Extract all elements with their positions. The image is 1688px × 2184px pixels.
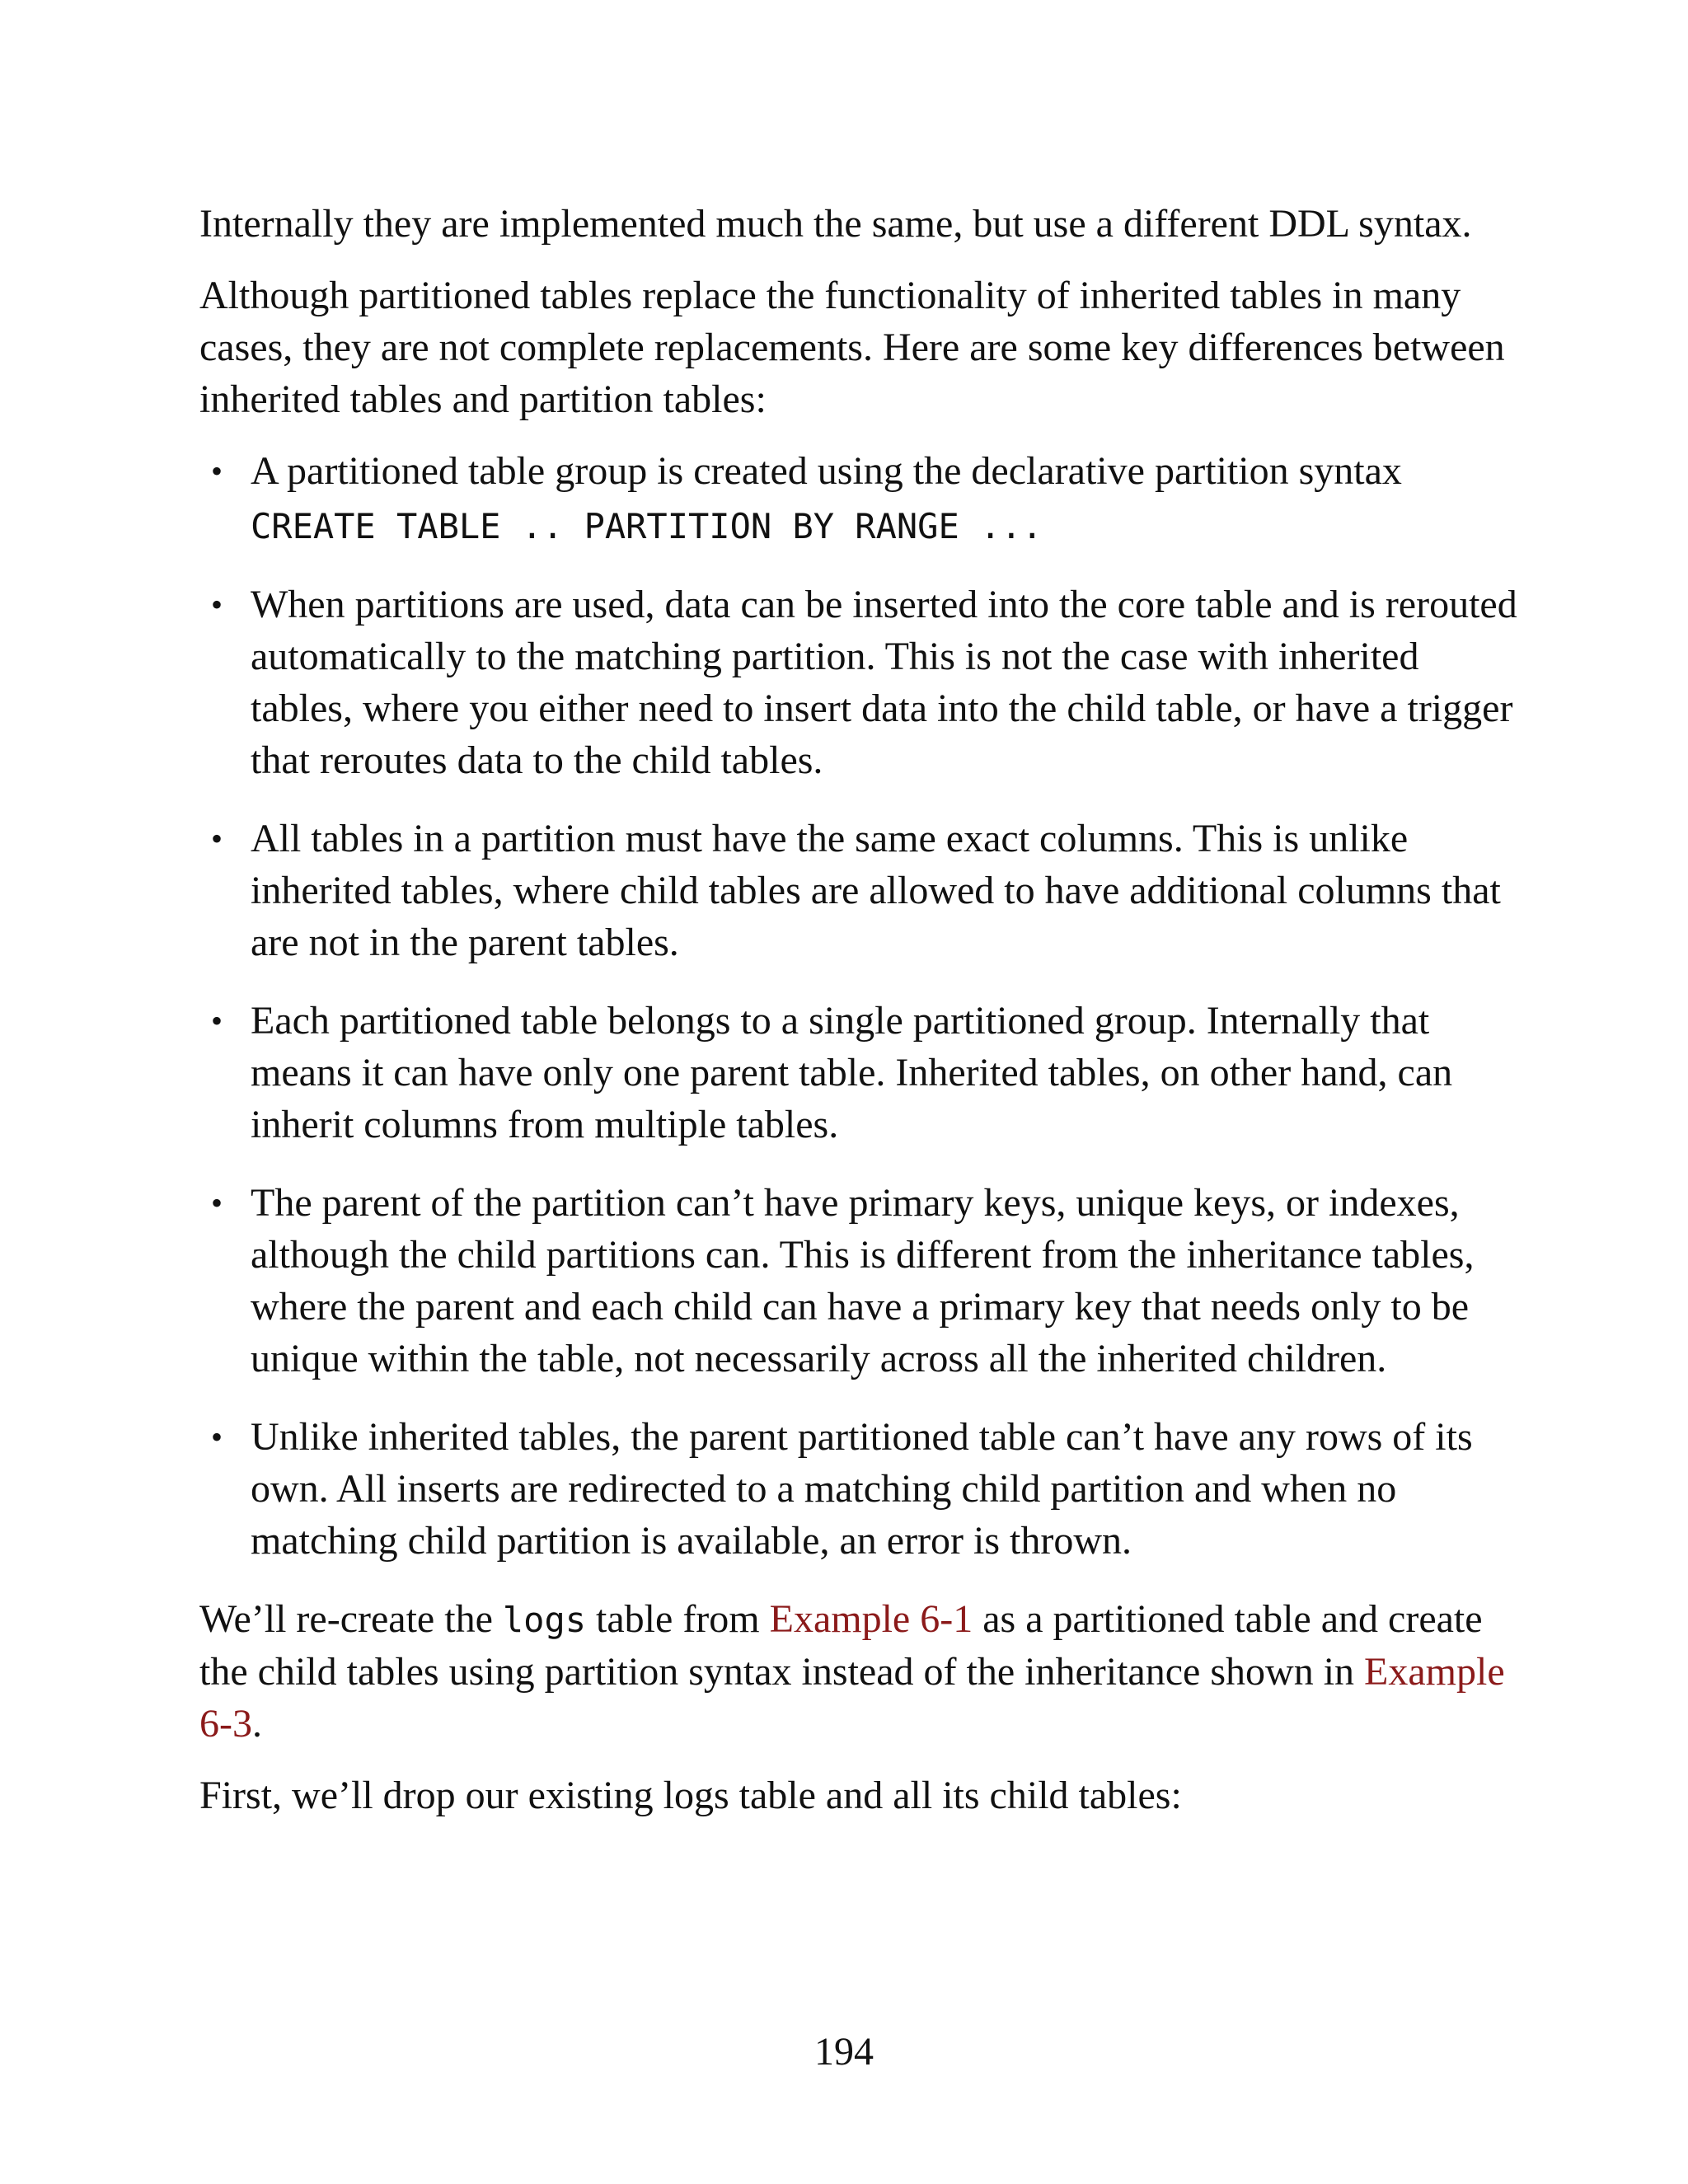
list-item-text: All tables in a partition must have the same exact columns. This is unlike inherited tables, where child tables are allowed to have additional columns that are not in the parent tables. xyxy=(251,817,1501,964)
recreate-text-3: as a partitioned table and create the child tables using partition syntax instead of the inheritance shown in xyxy=(199,1597,1483,1694)
list-item-text: When partitions are used, data can be inserted into the core table and is rerouted automatically to the matching partition. This is not the case with inherited tables, where you either need to insert data into the child table, or have a trigger that reroutes data to the child tables. xyxy=(251,583,1517,782)
list-item xyxy=(199,579,1518,786)
code-snippet: CREATE TABLE .. PARTITION BY RANGE ... xyxy=(251,506,1043,546)
first-paragraph: First, we’ll drop our existing logs table and all its child tables: xyxy=(199,1774,1182,1817)
list-item-text: Unlike inherited tables, the parent partitioned table can’t have any rows of its own. All inserts are redirected to a matching child partition and when no matching child partition is available, an error is thrown. xyxy=(251,1415,1473,1563)
example-6-1-link[interactable]: Example 6-1 xyxy=(769,1597,973,1641)
bullet-icon: • xyxy=(211,1002,223,1039)
bullet-icon: • xyxy=(211,1418,223,1455)
page-body xyxy=(199,198,1518,1841)
bullet-icon: • xyxy=(211,452,223,490)
list-item-text: A partitioned table group is created using the declarative partition syntax xyxy=(251,449,1402,493)
list-item xyxy=(199,1411,1518,1567)
recreate-paragraph xyxy=(199,1593,1518,1750)
recreate-text-start: We’ll re-create the xyxy=(199,1597,503,1641)
recreate-text-end: . xyxy=(251,1702,262,1746)
list-item-text: The parent of the partition can’t have primary keys, unique keys, or indexes, although the child partitions can. This is different from the inheritance tables, where the parent and each child can have a primary key that needs only to be unique within the table, not necessarily across all the inherited children. xyxy=(251,1181,1475,1380)
differences-list xyxy=(199,445,1518,1567)
list-item xyxy=(199,445,1518,552)
bullet-icon: • xyxy=(211,820,223,857)
recreate-text-2: table from xyxy=(586,1597,770,1641)
intro-paragraph-2: Although partitioned tables replace the functionality of inherited tables in many cases, they are not complete replacements. Here are some key differences between inherited tables and partition tables: xyxy=(199,274,1505,421)
bullet-icon: • xyxy=(211,1184,223,1221)
list-item xyxy=(199,813,1518,968)
list-item xyxy=(199,995,1518,1151)
list-item xyxy=(199,1177,1518,1385)
bullet-icon: • xyxy=(211,586,223,623)
page-number: 194 xyxy=(814,2030,874,2074)
list-item-text: Each partitioned table belongs to a single partitioned group. Internally that means it can have only one parent table. Inherited tables, on other hand, can inherit columns from multiple tables. xyxy=(251,999,1453,1146)
example-6-3-link[interactable]: Example 6-3 xyxy=(199,1650,1505,1746)
logs-code: logs xyxy=(502,1600,587,1640)
intro-paragraph-1: Internally they are implemented much the same, but use a different DDL syntax. xyxy=(199,202,1472,246)
